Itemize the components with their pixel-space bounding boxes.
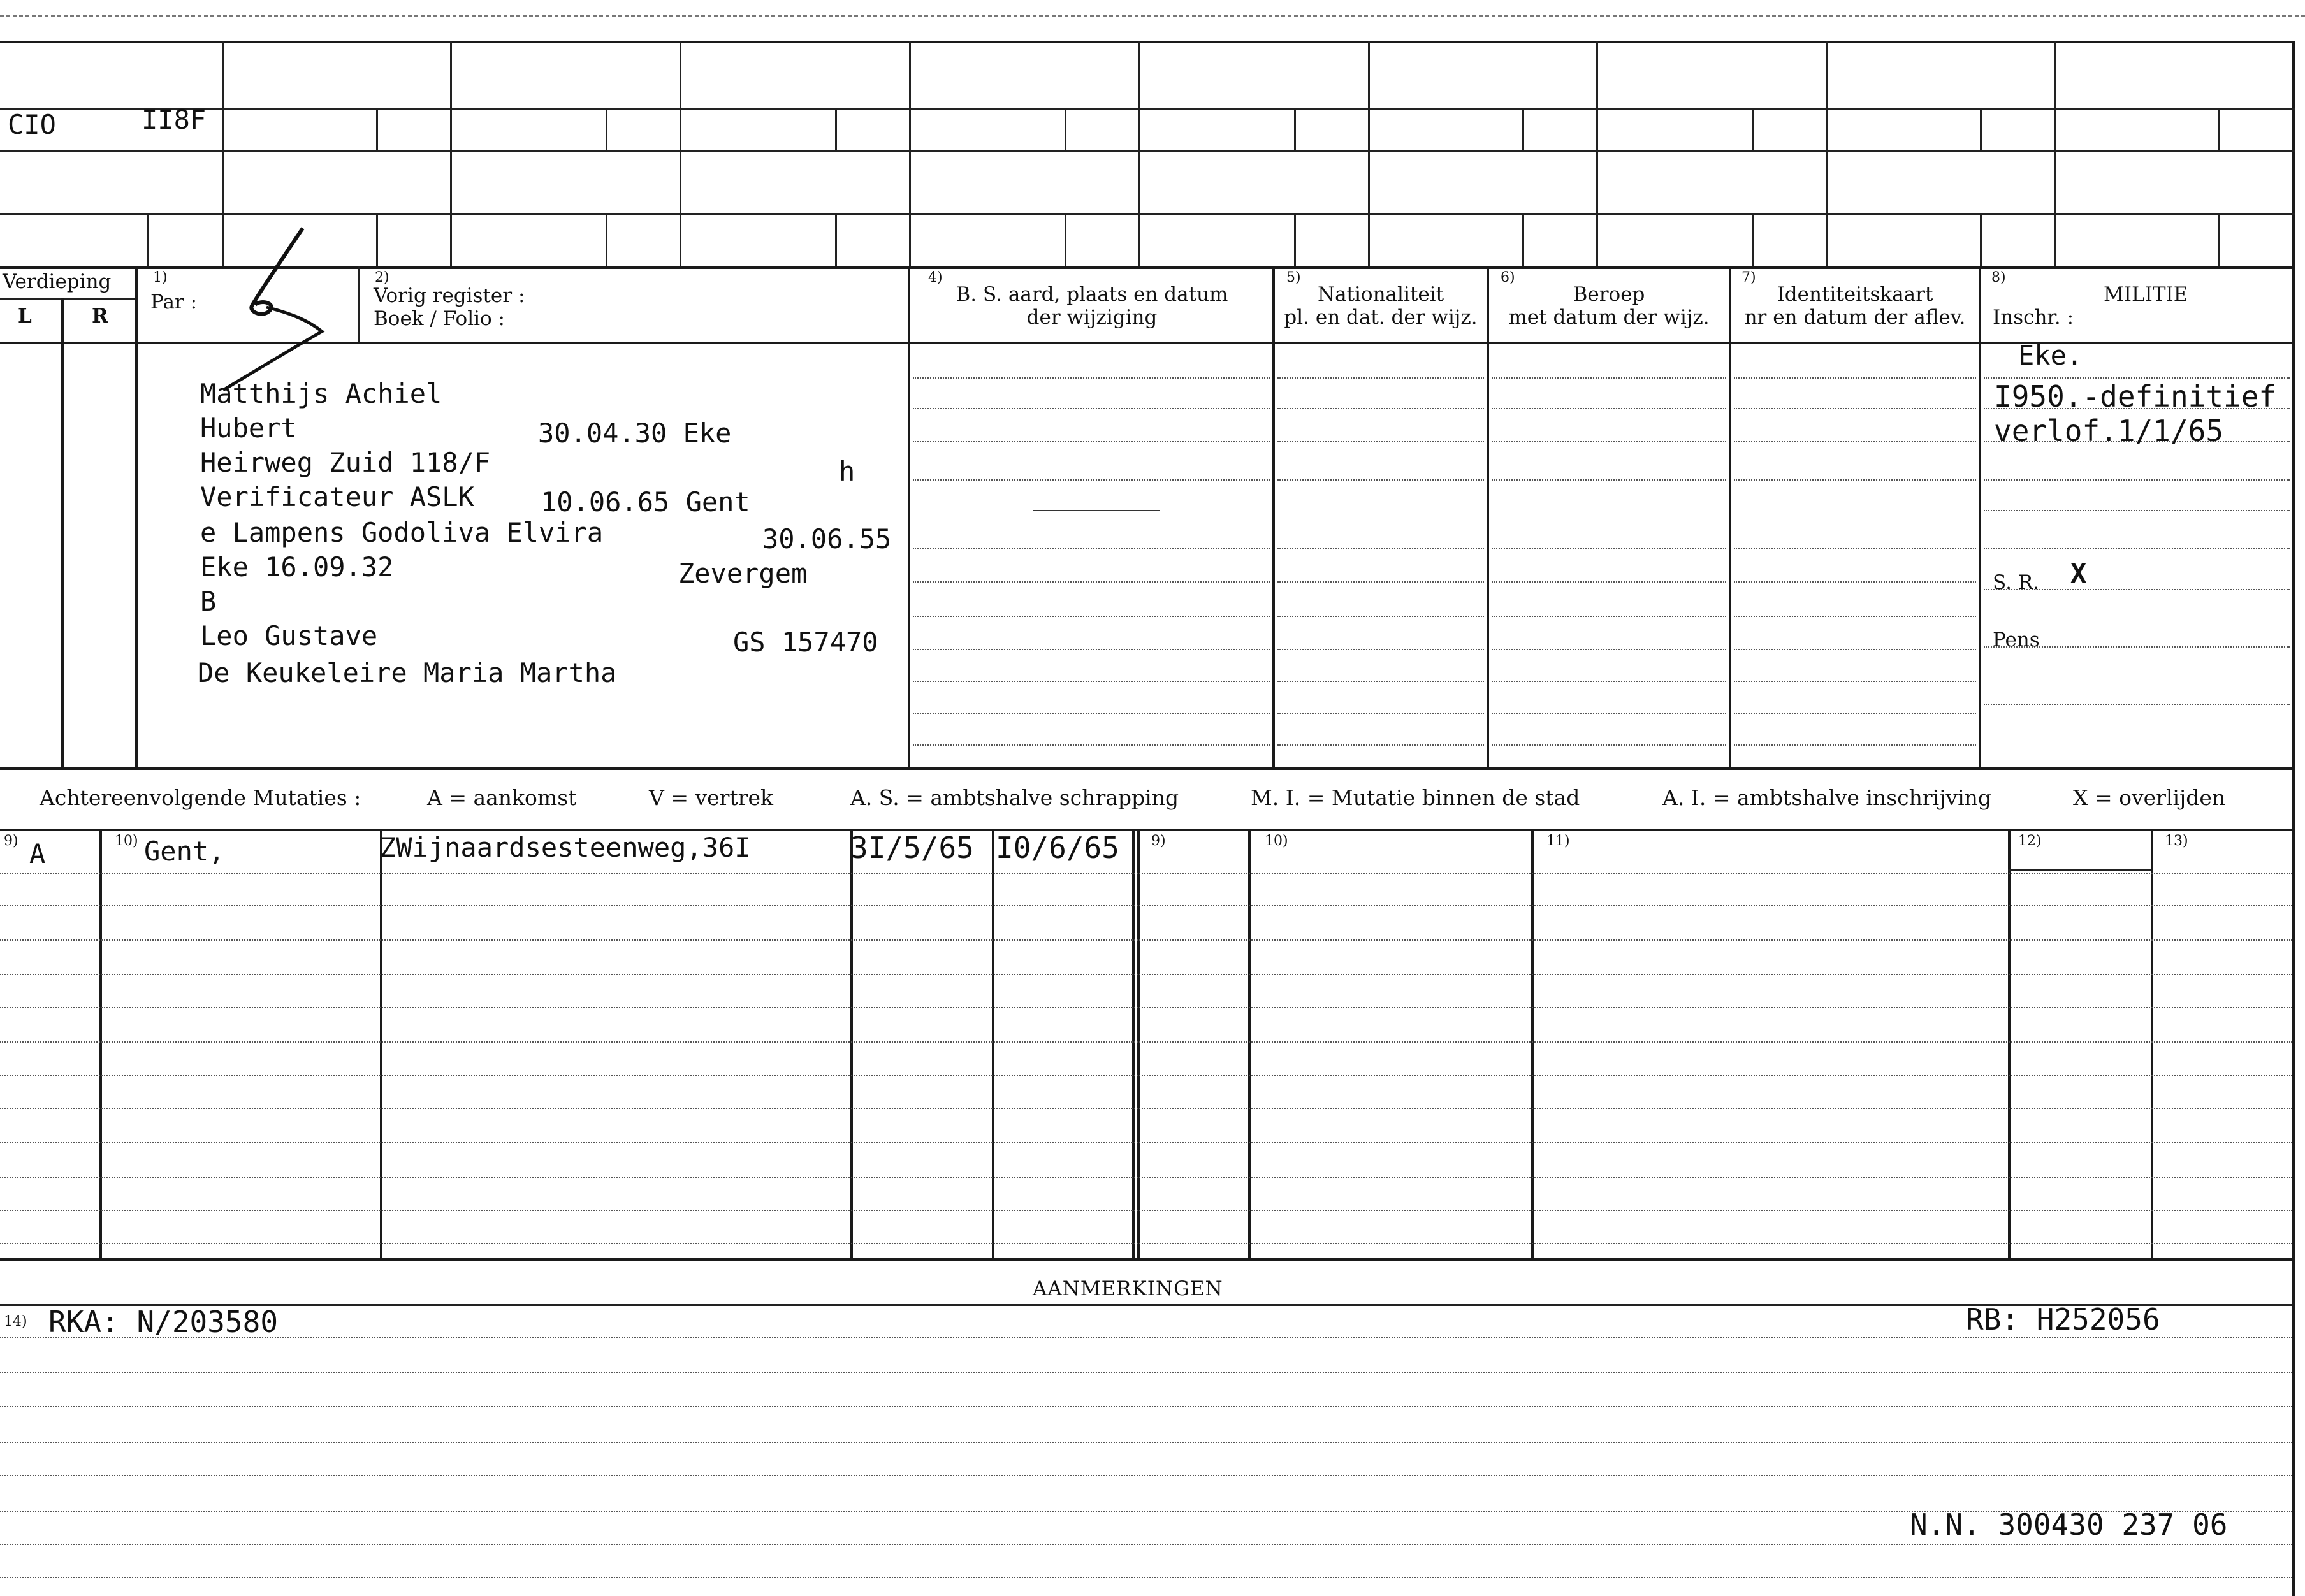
mut-n10: 10) [115,833,138,849]
mut-row1-type: A [29,838,46,869]
pens-label: Pens [1993,628,2040,651]
militie-label: MILITIE [2104,283,2188,306]
code-right: II8F [142,104,207,135]
person-line3: Heirweg Zuid 118/F [200,447,491,478]
militie-place: Eke. [2018,340,2083,371]
person-line3-mark: h [839,456,855,487]
legend-as: A. S. = ambtshalve schrapping [850,785,1179,810]
par-handwritten-mark [210,223,338,395]
mut-n13: 13) [2165,833,2188,849]
col2-number: 2) [375,270,389,286]
sr-label: S. R. [1993,571,2040,594]
mut-row1-date1: 3I/5/65 [850,831,974,865]
col-r-divider [135,266,138,767]
person-line7: B [200,586,217,617]
verdieping-l: L [18,305,32,328]
mut-n12: 12) [2018,833,2042,849]
par-label: Par : [150,291,198,314]
person-line4-job: Verificateur ASLK [200,481,474,512]
sr-value: X [2070,558,2087,589]
person-line6-place: Zevergem [678,558,808,589]
legend-v: V = vertrek [649,785,773,810]
person-line6-birth: Eke 16.09.32 [200,551,394,583]
top-border [0,41,2295,43]
col7-number: 7) [1741,270,1756,286]
person-line2-name: Hubert [200,412,297,444]
person-line8-code: GS 157470 [733,627,878,658]
legend-mi: M. I. = Mutatie binnen de stad [1251,785,1580,810]
col-l-r-divider [61,298,64,767]
person-line5-date: 30.06.55 [762,523,892,555]
remarks-title: AANMERKINGEN [1033,1277,1223,1300]
bs-header-1: B. S. aard, plaats en datum [956,283,1228,306]
mut-row1-date2: I0/6/65 [996,831,1119,865]
mut-n9: 9) [4,833,18,849]
remarks-nn: N.N. 300430 237 06 [1910,1507,2228,1542]
person-line5-spouse: e Lampens Godoliva Elvira [200,517,604,548]
person-line9: De Keukeleire Maria Martha [198,657,617,688]
person-line1: Matthijs Achiel [200,378,442,409]
militie-line2: verlof.1/1/65 [1994,414,2224,448]
id-header-2: nr en datum der aflev. [1744,306,1966,329]
remarks-number: 14) [4,1314,27,1330]
verdieping-label: Verdieping [3,270,112,293]
person-line8-name: Leo Gustave [200,620,378,651]
mut-n10b: 10) [1265,833,1288,849]
col8-number: 8) [1991,270,2006,286]
right-border [2292,41,2295,1596]
col5-number: 5) [1286,270,1301,286]
mut-n9b: 9) [1151,833,1166,849]
beroep-header-1: Beroep [1573,283,1645,306]
legend-title: Achtereenvolgende Mutaties : [40,785,361,810]
top-edge-line [0,15,2305,17]
person-line4-date: 10.06.65 Gent [541,486,750,518]
remarks-rb: RB: H252056 [1966,1302,2160,1337]
nat-header-2: pl. en dat. der wijz. [1284,306,1478,329]
person-line2-birth: 30.04.30 Eke [538,417,732,449]
mut-n11: 11) [1546,833,1570,849]
militie-line1: I950.-definitief [1994,380,2277,413]
boek-folio-label: Boek / Folio : [374,307,505,330]
col6-number: 6) [1501,270,1515,286]
col1-number: 1) [153,270,168,286]
remarks-rka: RKA: N/203580 [48,1305,279,1339]
vorig-register-label: Vorig register : [374,284,525,307]
beroep-header-2: met datum der wijz. [1508,306,1710,329]
mut-row1-city: Gent, [144,836,225,867]
inschr-label: Inschr. : [1993,306,2074,329]
legend-a: A = aankomst [427,785,577,810]
bs-header-2: der wijziging [1026,306,1158,329]
verdieping-r: R [92,305,108,328]
id-header-1: Identiteitskaart [1777,283,1933,306]
legend-x: X = overlijden [2073,785,2226,810]
code-left: CIO [8,109,56,140]
mut-row1-street: ZWijnaardsesteenweg,36I [380,832,751,863]
legend-ai: A. I. = ambtshalve inschrijving [1662,785,1992,810]
nat-header-1: Nationaliteit [1317,283,1444,306]
col4-number: 4) [928,270,943,286]
